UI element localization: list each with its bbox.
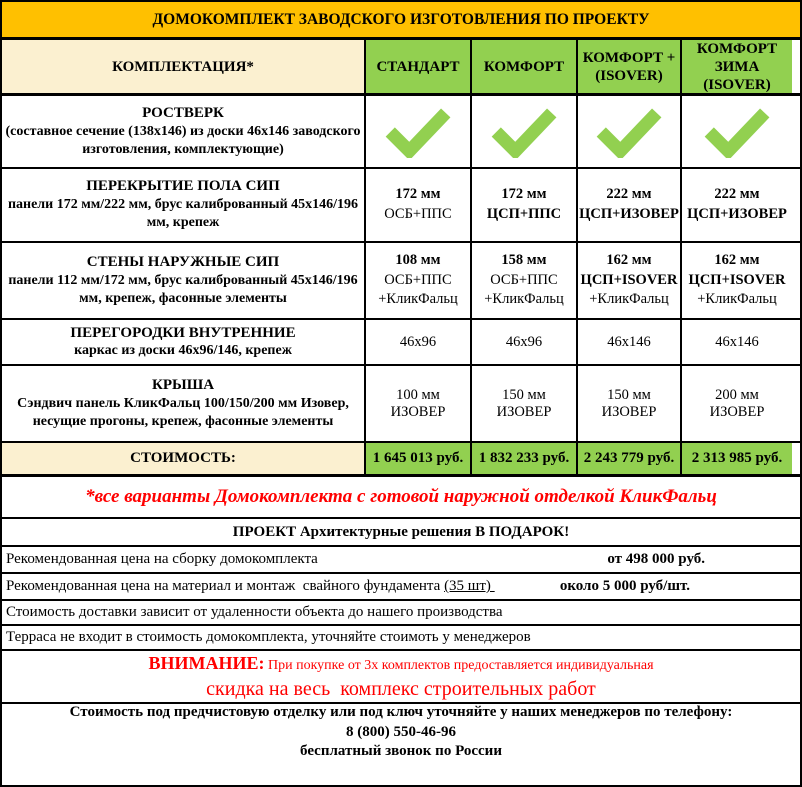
assembly-price: от 498 000 руб. [607, 551, 705, 567]
check-icon [382, 106, 454, 158]
row-walls [2, 243, 800, 320]
value-size: 100 мм [396, 386, 440, 403]
price-standart: 1 645 013 руб. [364, 443, 470, 474]
row-desc: панели 172 мм/222 мм, брус калиброванный 45х146/196 мм, крепеж [7, 197, 359, 231]
row-partitions-label [2, 320, 364, 364]
row-desc: панели 112 мм/172 мм, брус калиброванный 45х146/196 мм, крепеж, фасонные элементы [8, 272, 358, 306]
cell-floor-komfort [470, 169, 576, 241]
config-header: КОМПЛЕКТАЦИЯ* [2, 40, 364, 93]
value-spec: ОСБ+ППС [384, 271, 452, 288]
value-size: 162 мм [714, 252, 760, 269]
cell-walls-standart [364, 243, 470, 318]
row-name: КРЫША [151, 376, 215, 393]
attention-block [2, 649, 800, 702]
cell-rostverk-standart [364, 96, 470, 167]
cell-walls-komfort-zima [680, 243, 792, 318]
foundation-qty: (35 шт) [444, 578, 495, 594]
row-name: СТЕНЫ НАРУЖНЫЕ СИП [86, 253, 280, 270]
value-spec: ЦСП+ISOVER [580, 271, 678, 288]
value-size: 222 мм [606, 186, 652, 203]
row-partitions [2, 320, 800, 366]
row-rostverk-label [2, 96, 364, 167]
check-icon [488, 106, 560, 158]
value-size: 200 мм [715, 386, 759, 403]
cell-rostverk-komfort [470, 96, 576, 167]
terrace-note: Терраса не входит в стоимость домокомплекта, уточняйте стоимоть у менеджеров [2, 624, 800, 649]
foundation-label: Рекомендованная цена на материал и монтаж свайного фундамента [6, 578, 445, 594]
footer-block [2, 702, 800, 761]
phone-number: 8 (800) 550-46-96 [346, 723, 456, 740]
value-spec: ИЗОВЕР [390, 403, 446, 420]
row-desc: Сэндвич панель КликФальц 100/150/200 мм Изовер, несущие прогоны, крепеж, фасонные элементы [17, 395, 349, 429]
cell-roof-komfort-zima [680, 366, 792, 441]
row-floor-label [2, 169, 364, 241]
cell-partitions-standart: 46х96 [364, 320, 470, 364]
plan-header-komfort-plus: КОМФОРТ + (ISOVER) [576, 40, 680, 93]
value-spec: ЦСП+ИЗОВЕР [687, 206, 787, 222]
variants-note: *все варианты Домокомплекта с готовой наружной отделкой КликФальц [85, 486, 717, 507]
row-roof-label [2, 366, 364, 441]
assembly-label: Рекомендованная цена на сборку домокомплекта [6, 551, 318, 567]
row-floor [2, 169, 800, 243]
row-name: ПЕРЕГОРОДКИ ВНУТРЕННИЕ [70, 324, 296, 341]
price-label: СТОИМОСТЬ: [2, 443, 364, 474]
plan-header-standart: СТАНДАРТ [364, 40, 470, 93]
foundation-price-row [2, 572, 800, 599]
attention-line2: скидка на весь комплекс строительных работ [206, 678, 596, 701]
value-spec: ИЗОВЕР [709, 403, 765, 420]
value-extra: +КликФальц [697, 291, 777, 308]
check-icon [593, 106, 665, 158]
value-size: 172 мм [501, 186, 547, 203]
cell-partitions-komfort-zima: 46х146 [680, 320, 792, 364]
value-extra: +КликФальц [484, 291, 564, 308]
cell-rostverk-komfort-zima [680, 96, 792, 167]
row-name: РОСТВЕРК [142, 104, 224, 121]
cell-floor-standart [364, 169, 470, 241]
cell-partitions-komfort-plus: 46х146 [576, 320, 680, 364]
value-spec: ЦСП+ИЗОВЕР [579, 206, 679, 222]
row-rostverk [2, 96, 800, 169]
value-extra: +КликФальц [589, 291, 669, 308]
value-size: 172 мм [395, 186, 441, 203]
value-spec: ИЗОВЕР [601, 403, 657, 420]
cell-floor-komfort-zima [680, 169, 792, 241]
sheet-title: ДОМОКОМПЛЕКТ ЗАВОДСКОГО ИЗГОТОВЛЕНИЯ ПО ПРОЕКТУ [2, 2, 800, 40]
row-roof [2, 366, 800, 443]
row-desc: каркас из доски 46х96/146, крепеж [74, 343, 292, 359]
price-komfort-zima: 2 313 985 руб. [680, 443, 792, 474]
footer-line3: бесплатный звонок по России [300, 743, 502, 760]
cell-partitions-komfort: 46х96 [470, 320, 576, 364]
cell-walls-komfort [470, 243, 576, 318]
cell-walls-komfort-plus [576, 243, 680, 318]
footer-line1: Стоимость под предчистовую отделку или под ключ уточняйте у наших менеджеров по телефону: [69, 704, 733, 721]
value-spec: ЦСП+ISOVER [688, 271, 786, 288]
value-size: 162 мм [606, 252, 652, 269]
attention-label: ВНИМАНИЕ: [148, 652, 265, 673]
cell-roof-komfort [470, 366, 576, 441]
delivery-note: Стоимость доставки зависит от удаленности объекта до нашего производства [2, 599, 800, 624]
value-size: 222 мм [714, 186, 760, 203]
value-size: 108 мм [395, 252, 441, 269]
plan-header-komfort-zima: КОМФОРТ ЗИМА (ISOVER) [680, 40, 792, 93]
value-size: 150 мм [607, 386, 651, 403]
foundation-price: около 5 000 руб/шт. [559, 578, 690, 594]
attention-text: При покупке от 3х комплектов предоставляется индивидуальная [264, 657, 654, 673]
plan-header-komfort: КОМФОРТ [470, 40, 576, 93]
cell-roof-standart [364, 366, 470, 441]
assembly-price-row [2, 545, 800, 572]
gift-note: ПРОЕКТ Архитектурные решения В ПОДАРОК! [2, 517, 800, 545]
header-row [2, 40, 800, 96]
cell-roof-komfort-plus [576, 366, 680, 441]
attention-line1 [148, 651, 653, 676]
row-name: ПЕРЕКРЫТИЕ ПОЛА СИП [86, 178, 280, 195]
value-spec: ОСБ+ППС [384, 206, 452, 222]
value-spec: ИЗОВЕР [496, 403, 552, 420]
row-walls-label [2, 243, 364, 318]
cell-rostverk-komfort-plus [576, 96, 680, 167]
price-komfort-plus: 2 243 779 руб. [576, 443, 680, 474]
row-desc: (составное сечение (138х146) из доски 46х146 заводского изготовления, комплектующие) [5, 123, 361, 157]
value-spec: ОСБ+ППС [490, 271, 558, 288]
value-size: 150 мм [502, 386, 546, 403]
check-icon [701, 106, 773, 158]
price-row [2, 443, 800, 477]
value-spec: ЦСП+ППС [486, 206, 562, 222]
value-size: 158 мм [501, 252, 547, 269]
price-komfort: 1 832 233 руб. [470, 443, 576, 474]
cell-floor-komfort-plus [576, 169, 680, 241]
value-extra: +КликФальц [378, 291, 458, 308]
